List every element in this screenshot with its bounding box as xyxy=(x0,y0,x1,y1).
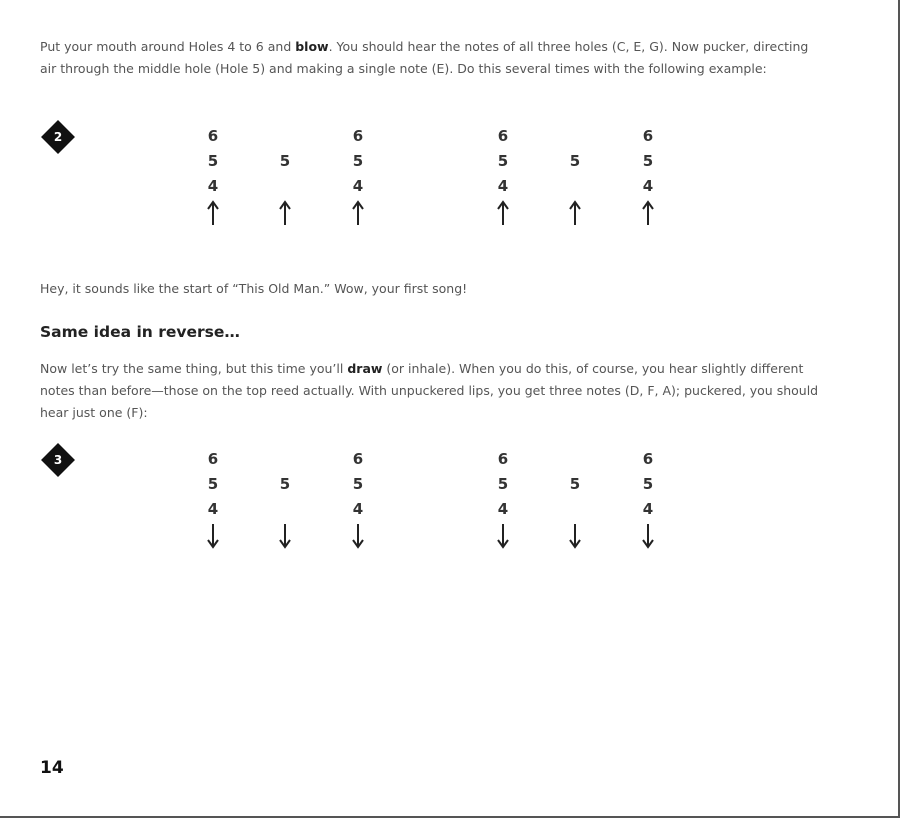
hole-number: 6 xyxy=(642,127,654,145)
hole-number: 5 xyxy=(207,475,219,493)
arrow-up-icon xyxy=(641,199,655,227)
arrow-down-icon xyxy=(278,522,292,550)
tab-column xyxy=(270,447,300,550)
hole-number: 5 xyxy=(207,152,219,170)
example-badge xyxy=(40,119,76,155)
hole-number: 5 xyxy=(279,475,291,493)
paragraph-blow-instructions xyxy=(40,36,825,80)
hole-number: 6 xyxy=(207,450,219,468)
bold-term-draw: draw xyxy=(347,361,383,376)
hole-number: 5 xyxy=(352,152,364,170)
hole-number: 4 xyxy=(497,177,509,195)
arrow-up-icon xyxy=(496,199,510,227)
tab-column xyxy=(488,447,518,550)
hole-number: 6 xyxy=(352,450,364,468)
arrow-down-icon xyxy=(206,522,220,550)
arrow-up-icon xyxy=(351,199,365,227)
arrow-down-icon xyxy=(351,522,365,550)
hole-number: 4 xyxy=(207,177,219,195)
hole-number: 4 xyxy=(497,500,509,518)
tab-column xyxy=(343,124,373,227)
paragraph-text: Put your mouth around Holes 4 to 6 and xyxy=(40,39,296,54)
paragraph-first-song: Hey, it sounds like the start of “This Old Man.” Wow, your first song! xyxy=(40,281,468,296)
hole-number: 5 xyxy=(642,152,654,170)
hole-number: 5 xyxy=(642,475,654,493)
paragraph-text: . You should hear the notes of all three holes (C, E, G). Now pucker, directing air through the middle hole (Hole 5) and making a single note (E). Do this several times with the following example: xyxy=(40,39,809,76)
paragraph-text: (or inhale). When you do this, of course, you hear slightly different notes than before—those on the top reed actually. With unpuckered lips, you get three notes (D, F, A); puckered, you should hear just one (F): xyxy=(40,361,819,420)
example-number: 3 xyxy=(53,453,63,467)
arrow-up-icon xyxy=(278,199,292,227)
hole-number: 5 xyxy=(352,475,364,493)
tab-column xyxy=(633,447,663,550)
page-number: 14 xyxy=(40,758,64,778)
bold-term-blow: blow xyxy=(295,39,329,54)
tab-column xyxy=(560,124,590,227)
hole-number: 5 xyxy=(497,152,509,170)
arrow-down-icon xyxy=(568,522,582,550)
tab-column xyxy=(488,124,518,227)
tab-column xyxy=(270,124,300,227)
tab-column xyxy=(198,447,228,550)
hole-number: 4 xyxy=(352,500,364,518)
tab-column xyxy=(198,124,228,227)
tab-column xyxy=(633,124,663,227)
paragraph-draw-instructions xyxy=(40,358,825,424)
hole-number: 4 xyxy=(352,177,364,195)
hole-number: 4 xyxy=(207,500,219,518)
section-subheading: Same idea in reverse… xyxy=(40,323,240,341)
hole-number: 6 xyxy=(207,127,219,145)
arrow-up-icon xyxy=(206,199,220,227)
hole-number: 5 xyxy=(497,475,509,493)
hole-number: 4 xyxy=(642,177,654,195)
hole-number: 6 xyxy=(642,450,654,468)
arrow-down-icon xyxy=(641,522,655,550)
hole-number: 5 xyxy=(279,152,291,170)
hole-number: 5 xyxy=(569,152,581,170)
example-badge xyxy=(40,442,76,478)
hole-number: 6 xyxy=(497,450,509,468)
arrow-down-icon xyxy=(496,522,510,550)
hole-number: 4 xyxy=(642,500,654,518)
hole-number: 6 xyxy=(497,127,509,145)
hole-number: 6 xyxy=(352,127,364,145)
tab-column xyxy=(343,447,373,550)
hole-number: 5 xyxy=(569,475,581,493)
example-number: 2 xyxy=(53,130,63,144)
arrow-up-icon xyxy=(568,199,582,227)
tab-column xyxy=(560,447,590,550)
paragraph-text: Now let’s try the same thing, but this time you’ll xyxy=(40,361,348,376)
